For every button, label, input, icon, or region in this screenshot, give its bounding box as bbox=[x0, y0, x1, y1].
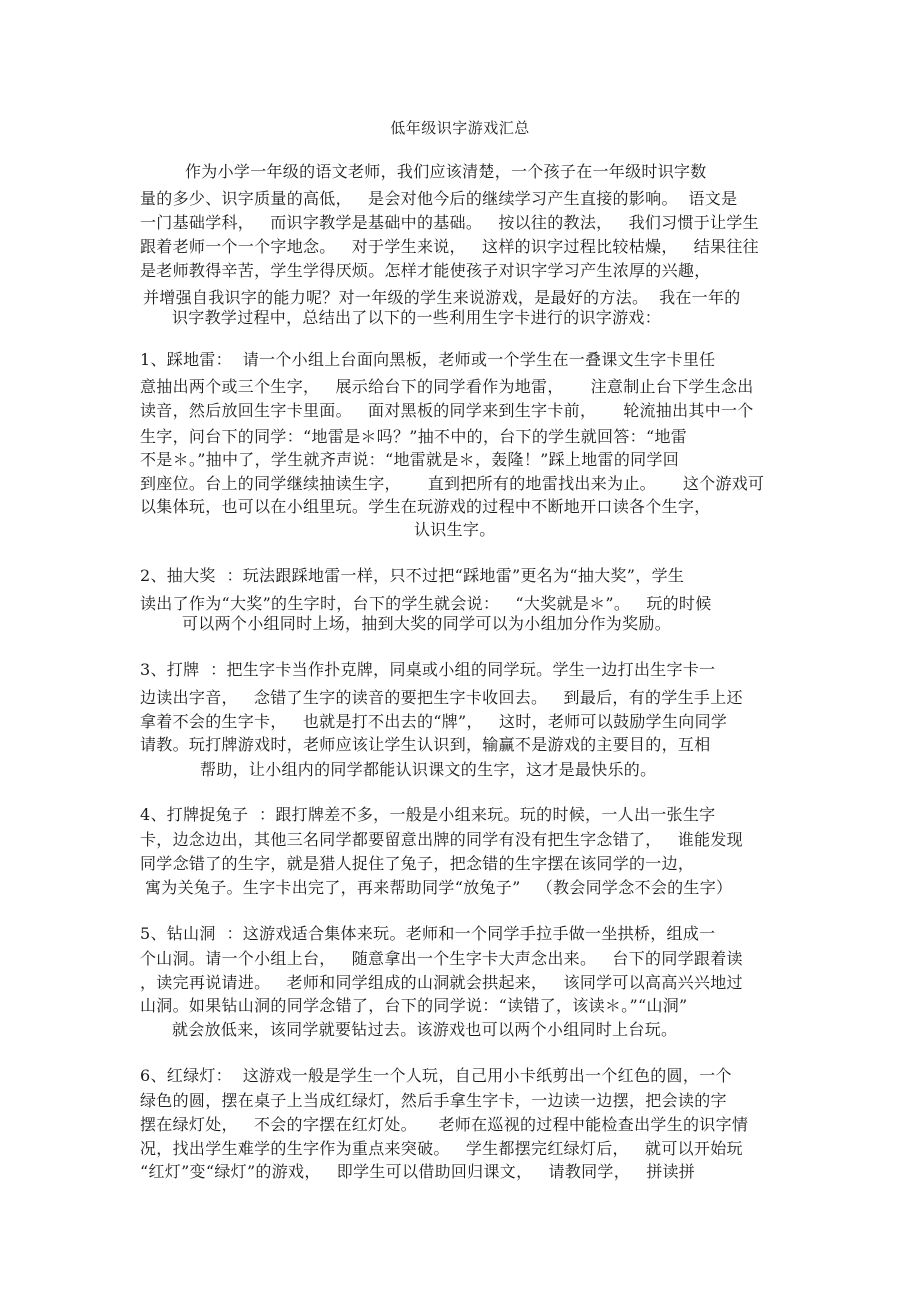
text-line: 帮助，让小组内的同学都能认识课文的生字，这才是最快乐的。 bbox=[200, 760, 657, 779]
text-line: 可以两个小组同时上场，抽到大奖的同学可以为小组加分作为奖励。 bbox=[182, 614, 672, 633]
text-line: 跟着老师一个一个字地念。 对于学生来说， 这样的识字过程比较枯燥， 结果往往 bbox=[140, 237, 759, 256]
text-line: 生字，问台下的同学：“地雷是＊吗？”抽不中的，台下的学生就回答：“地雷 bbox=[140, 427, 688, 446]
text-line: 寓为关兔子。生字卡出完了，再来帮助同学“放兔子” （教会同学念不会的生字） bbox=[145, 878, 733, 897]
text-line: 认识生字。 bbox=[414, 520, 496, 539]
text-line: 拿着不会的生字卡， 也就是打不出去的“牌”， 这时，老师可以鼓励学生向同学 bbox=[140, 712, 728, 731]
text-line: 2、抽大奖 ：玩法跟踩地雷一样，只不过把“踩地雷”更名为“抽大奖”，学生 bbox=[140, 566, 685, 585]
text-line: 量的多少、识字质量的高低， 是会对他今后的继续学习产生直接的影响。 语文是 bbox=[140, 189, 738, 208]
text-line: “红灯”变“绿灯”的游戏， 即学生可以借助回归课文， 请教同学， 拼读拼 bbox=[140, 1162, 696, 1181]
text-line: ，读完再说请进。 老师和同学组成的山洞就会拱起来， 该同学可以高高兴兴地过 bbox=[140, 973, 743, 992]
text-line: 同学念错了的生字，就是猎人捉住了兔子，把念错的生字摆在该同学的一边， bbox=[140, 854, 695, 873]
text-line: 绿色的圆，摆在桌子上当成红绿灯，然后手拿生字卡，一边读一边摆，把会读的字 bbox=[140, 1091, 727, 1110]
text-line: 到座位。台上的同学继续抽读生字， 直到把所有的地雷找出来为止。 这个游戏可 bbox=[140, 474, 765, 493]
text-line: 意抽出两个或三个生字， 展示给台下的同学看作为地雷， 注意制止台下学生念出 bbox=[140, 377, 754, 396]
text-line: 作为小学一年级的语文老师，我们应该清楚，一个孩子在一年级时识字数 bbox=[185, 162, 707, 181]
document-title: 低年级识字游戏汇总 bbox=[390, 119, 530, 137]
text-line: 边读出字音， 念错了生字的读音的要把生字卡收回去。 到最后，有的学生手上还 bbox=[140, 688, 743, 707]
text-line: 请教。玩打牌游戏时，老师应该让学生认识到，输赢不是游戏的主要目的，互相 bbox=[140, 735, 711, 754]
text-line: 1、踩地雷： 请一个小组上台面向黑板，老师或一个学生在一叠课文生字卡里任 bbox=[140, 350, 716, 369]
text-line: 个山洞。请一个小组上台， 随意拿出一个生字卡大声念出来。 台下的同学跟着读 bbox=[140, 949, 743, 968]
text-line: 不是＊。”抽中了，学生就齐声说：“地雷就是＊，轰隆！”踩上地雷的同学回 bbox=[140, 450, 680, 469]
text-line: 读出了作为“大奖”的生字时，台下的学生就会说： “大奖就是＊”。 玩的时候 bbox=[140, 594, 712, 613]
text-line: 6、红绿灯： 这游戏一般是学生一个人玩，自己用小卡纸剪出一个红色的圆，一个 bbox=[140, 1066, 732, 1085]
text-line: 是老师教得辛苦，学生学得厌烦。怎样才能使孩子对识字学习产生浓厚的兴趣， bbox=[140, 261, 711, 280]
text-line: 3、打牌 ：把生字卡当作扑克牌，同桌或小组的同学玩。学生一边打出生字卡一 bbox=[140, 660, 716, 679]
text-line: 卡，边念边出，其他三名同学都要留意出牌的同学有没有把生字念错了， 谁能发现 bbox=[140, 830, 743, 849]
text-line: 5、钻山洞 ：这游戏适合集体来玩。老师和一个同学手拉手做一坐拱桥，组成一 bbox=[140, 924, 716, 943]
text-line: 并增强自我识字的能力呢？对一年级的学生来说游戏，是最好的方法。 我在一年的 bbox=[143, 288, 741, 307]
text-line: 一门基础学科， 而识字教学是基础中的基础。 按以往的教法， 我们习惯于让学生 bbox=[140, 213, 759, 232]
text-line: 况，找出学生难学的生字作为重点来突破。 学生都摆完红绿灯后， 就可以开始玩 bbox=[140, 1139, 743, 1158]
text-line: 以集体玩，也可以在小组里玩。学生在玩游戏的过程中不断地开口读各个生字， bbox=[140, 497, 711, 516]
text-line: 摆在绿灯处， 不会的字摆在红灯处。 老师在巡视的过程中能检查出学生的识字情 bbox=[140, 1115, 749, 1134]
text-line: 就会放低来，该同学就要钻过去。该游戏也可以两个小组同时上台玩。 bbox=[172, 1020, 678, 1039]
text-line: 读音，然后放回生字卡里面。 面对黑板的同学来到生字卡前， 轮流抽出其中一个 bbox=[140, 401, 754, 420]
text-line: 4、打牌捉兔子 ：跟打牌差不多，一般是小组来玩。玩的时候，一人出一张生字 bbox=[140, 805, 716, 824]
text-line: 识字教学过程中，总结出了以下的一些利用生字卡进行的识字游戏： bbox=[172, 308, 662, 327]
text-line: 山洞。如果钻山洞的同学念错了，台下的同学说：“读错了，该读＊。”“山洞” bbox=[140, 996, 688, 1015]
